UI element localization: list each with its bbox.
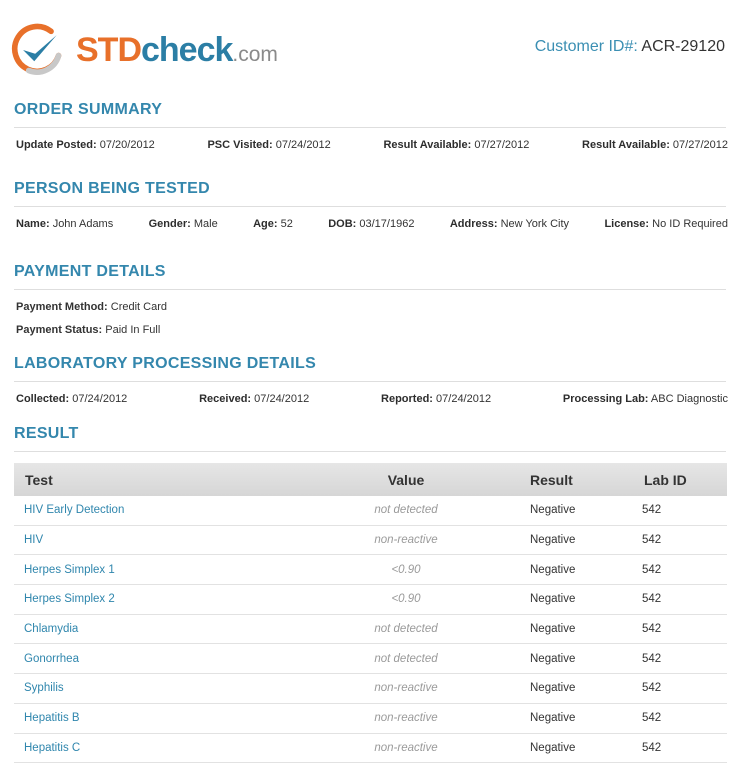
test-name-link[interactable]: Chlamydia	[24, 623, 79, 636]
test-value: non-reactive	[374, 741, 438, 754]
table-row	[14, 526, 727, 556]
test-name-link[interactable]: Gonorrhea	[24, 652, 79, 665]
table-row	[14, 496, 727, 526]
collected-field: Collected: 07/24/2012	[16, 393, 128, 405]
lab-title: LABORATORY PROCESSING DETAILS	[14, 355, 317, 372]
test-result: Negative	[530, 563, 576, 576]
test-result: Negative	[530, 652, 576, 665]
result-title: RESULT	[14, 425, 79, 442]
test-value: <0.90	[391, 593, 421, 606]
test-value: not detected	[374, 652, 438, 665]
test-value: non-reactive	[374, 534, 438, 547]
table-row	[14, 644, 727, 674]
lab-id: 542	[642, 504, 662, 517]
lab-id: 542	[642, 623, 662, 636]
lab-id: 542	[642, 563, 662, 576]
processing-lab-field: Processing Lab: ABC Diagnostic	[562, 393, 728, 405]
test-result: Negative	[530, 682, 576, 695]
divider	[14, 206, 726, 207]
dob-field: DOB: 03/17/1962	[328, 218, 415, 230]
age-field: Age: 52	[253, 218, 293, 230]
payment-method-field: Payment Method: Credit Card	[16, 301, 167, 313]
table-row	[14, 674, 727, 704]
divider	[14, 451, 726, 452]
logo-com: .com	[232, 43, 278, 66]
order-summary-title: ORDER SUMMARY	[14, 101, 163, 118]
test-name-link[interactable]: Hepatitis C	[24, 741, 81, 754]
lab-id: 542	[642, 652, 662, 665]
result-available-field: Result Available: 07/27/2012	[383, 139, 530, 151]
divider	[14, 127, 726, 128]
divider	[14, 381, 726, 382]
order-summary-fields	[16, 139, 728, 151]
update-posted-field: Update Posted: 07/20/2012	[16, 139, 155, 151]
test-result: Negative	[530, 504, 576, 517]
test-result: Negative	[530, 534, 576, 547]
test-value: non-reactive	[374, 712, 438, 725]
person-title: PERSON BEING TESTED	[14, 180, 210, 197]
payment-status-field: Payment Status: Paid In Full	[16, 324, 161, 336]
name-field: Name: John Adams	[16, 218, 114, 230]
license-field: License: No ID Required	[604, 218, 728, 230]
table-row	[14, 704, 727, 734]
gender-field: Gender: Male	[148, 218, 218, 230]
person-fields	[16, 218, 728, 230]
test-name-link[interactable]: HIV Early Detection	[24, 504, 125, 517]
table-row	[14, 615, 727, 645]
payment-title: PAYMENT DETAILS	[14, 263, 166, 280]
lab-fields	[16, 393, 728, 405]
table-header	[14, 463, 727, 496]
test-result: Negative	[530, 712, 576, 725]
psc-visited-field: PSC Visited: 07/24/2012	[207, 139, 331, 151]
table-row	[14, 555, 727, 585]
lab-id: 542	[642, 741, 662, 754]
test-value: <0.90	[391, 563, 421, 576]
results-table	[14, 463, 727, 763]
customer-id	[535, 38, 725, 56]
lab-id: 542	[642, 682, 662, 695]
column-header-value: Value	[387, 471, 425, 488]
received-field: Received: 07/24/2012	[199, 393, 310, 405]
lab-id: 542	[642, 712, 662, 725]
address-field: Address: New York City	[449, 218, 570, 230]
reported-field: Reported: 07/24/2012	[381, 393, 492, 405]
table-row	[14, 585, 727, 615]
test-name-link[interactable]: Syphilis	[24, 682, 64, 695]
checkmark-logo-icon	[10, 22, 66, 78]
test-result: Negative	[530, 593, 576, 606]
test-value: not detected	[374, 504, 438, 517]
customer-id-label: Customer ID#:	[534, 38, 638, 55]
column-header-lab-id: Lab ID	[644, 471, 687, 488]
test-name-link[interactable]: Herpes Simplex 2	[24, 593, 115, 606]
divider	[14, 289, 726, 290]
test-value: non-reactive	[374, 682, 438, 695]
column-header-test: Test	[25, 471, 53, 488]
column-header-result: Result	[530, 471, 573, 488]
result-available-field-2: Result Available: 07/27/2012	[582, 139, 728, 151]
customer-id-value: ACR-29120	[641, 38, 725, 55]
table-row	[14, 734, 727, 764]
lab-id: 542	[642, 534, 662, 547]
test-name-link[interactable]: HIV	[24, 534, 44, 547]
logo[interactable]	[10, 22, 278, 78]
test-result: Negative	[530, 741, 576, 754]
test-value: not detected	[374, 623, 438, 636]
test-name-link[interactable]: Hepatitis B	[24, 712, 80, 725]
lab-id: 542	[642, 593, 662, 606]
logo-check: check	[141, 31, 233, 69]
test-result: Negative	[530, 623, 576, 636]
test-name-link[interactable]: Herpes Simplex 1	[24, 563, 115, 576]
logo-wordmark	[76, 33, 278, 67]
header	[0, 0, 737, 90]
logo-std: STD	[76, 31, 141, 69]
